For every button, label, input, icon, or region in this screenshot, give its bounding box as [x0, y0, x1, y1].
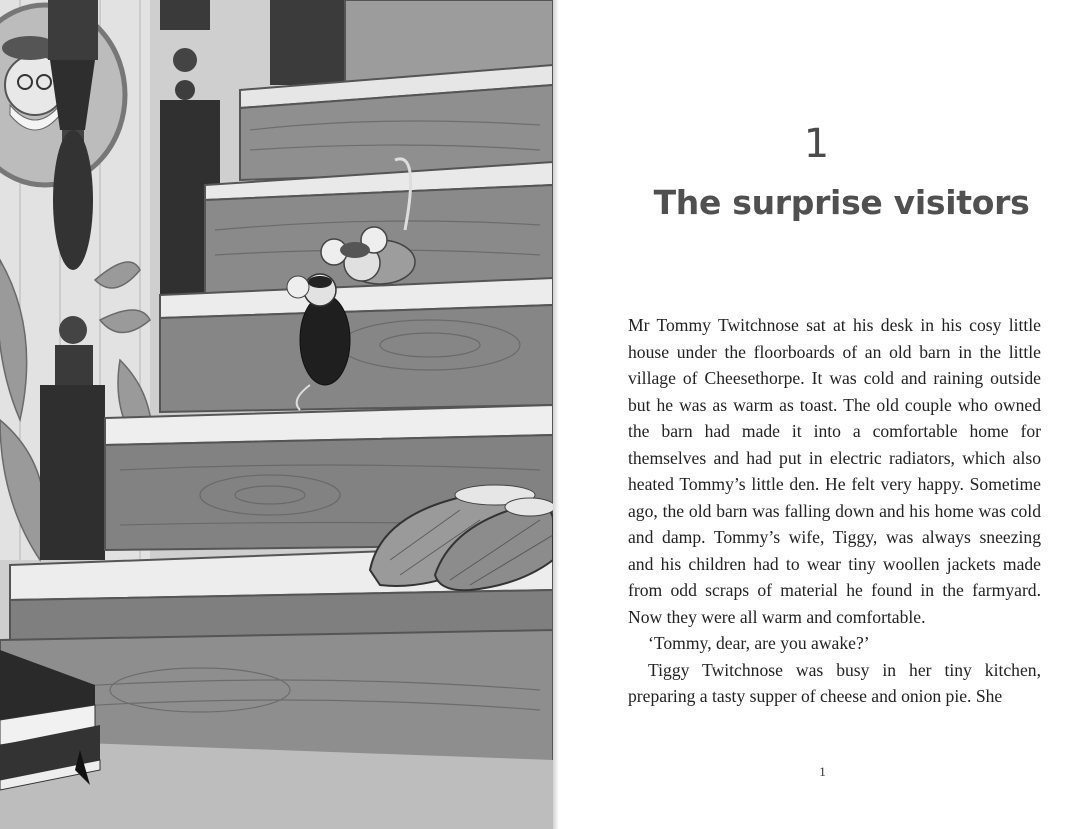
- paragraph: ‘Tommy, dear, are you awake?’: [648, 633, 870, 653]
- paragraph: Mr Tommy Twitchnose sat at his desk in his cosy little house under the floorboards of an old barn in the little village of Cheesethorpe. It was cold and raining outside but he was as warm as toast. The old couple who owned the barn had made it into a comfortable home for themselves and had put in electric radiators, which also heated Tommy’s little den. He felt very happy. Sometime ago, the old barn was falling down and his home was cold and damp. Tommy’s wife, Tiggy, was always sneezing and his children had to wear tiny woollen jackets made from odd scraps of material he found in the farmyard. Now they were all warm and comfortable.: [628, 315, 1041, 627]
- chapter-number: 1: [803, 121, 830, 167]
- chapter-title: The surprise visitors: [653, 183, 1030, 222]
- paragraph: Tiggy Twitchnose was busy in her tiny kitchen, preparing a tasty supper of cheese and onion pie. She: [628, 659, 1041, 706]
- page-number: 1: [819, 764, 826, 779]
- text-page: [553, 0, 1080, 829]
- body-text: [628, 312, 1041, 710]
